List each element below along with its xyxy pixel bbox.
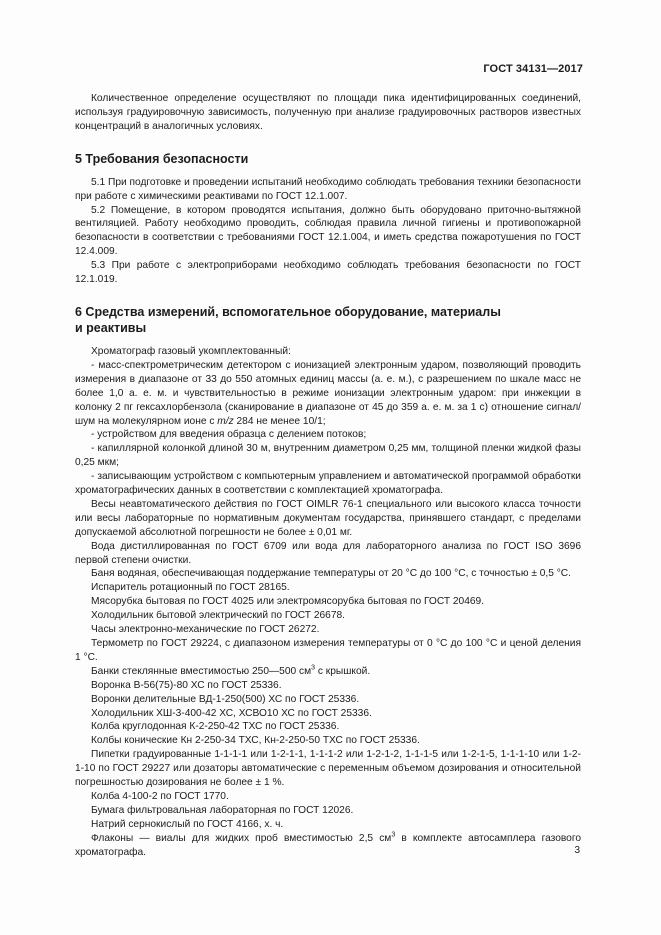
equipment-pipettes: Пипетки градуированные 1-1-1-1 или 1-2-1-1, 1-1-1-2 или 1-2-1-2, 1-1-1-5 или 1-2-1-5, 1-1-1-10 или 1-2-1-10 по ГОСТ 29227 или дозаторы автоматические с переменным объемом дозирования и относительной погрешностью дозирования не более ± 1 %. <box>75 749 581 789</box>
equipment-grinder: Мясорубка бытовая по ГОСТ 4025 или электромясорубка бытовая по ГОСТ 20469. <box>91 596 485 608</box>
jars-unit-exponent: 3 <box>311 664 316 672</box>
chromatograph-item-column: - капиллярной колонкой длиной 30 м, внутренним диаметром 0,25 мм, толщиной пленки жидкой фазы 0,25 мкм; <box>75 443 581 469</box>
chromatograph-item-recorder: - записывающим устройством с компьютерным управлением и автоматической программой обработки хроматографических данных в соответствии с комплектацией хроматографа. <box>75 471 581 497</box>
clause-5-2: 5.2 Помещение, в котором проводятся испытания, должно быть оборудовано приточно-вытяжной вентиляцией. Работу необходимо проводить, соблюдая правила личной гигиены и противопожарной безопасности в соответствии с требованиями ГОСТ 12.1.004, и иметь средства пожаротушения по ГОСТ 12.4.009. <box>75 204 581 258</box>
chromatograph-intro: Хроматограф газовый укомплектованный: <box>91 345 291 357</box>
section-6-title-line1: 6 Средства измерений, вспомогательное оборудование, материалы <box>75 304 501 319</box>
clause-5-3: 5.3 При работе с электроприборами необходимо соблюдать требования безопасности по ГОСТ 12.1.019. <box>75 260 581 286</box>
intro-paragraph: Количественное определение осуществляют по площади пика идентифицированных соединений, используя градуировочную зависимость, полученную при анализе градуировочных растворов известных концентраций в аналогичных условиях. <box>75 93 581 132</box>
equipment-bath: Баня водяная, обеспечивающая поддержание температуры от 20 °С до 100 °С, с точностью ± 0,5 °С. <box>91 568 571 580</box>
clause-5-1: 5.1 При подготовке и проведении испытаний необходимо соблюдать требования техники безопасности при работе с химическими реактивами по ГОСТ 12.1.007. <box>75 176 581 202</box>
equipment-fridge: Холодильник бытовой электрический по ГОСТ 26678. <box>91 610 345 622</box>
detector-text-end: 284 не менее 10/1; <box>233 415 326 427</box>
chromatograph-item-detector <box>75 359 581 429</box>
jars-text-end: с крышкой. <box>315 665 371 677</box>
section-6-title-line2: и реактивы <box>75 320 147 335</box>
equipment-water: Вода дистиллированная по ГОСТ 6709 или вода для лабораторного анализа по ГОСТ ISO 3696 первой степени очистки. <box>75 540 581 566</box>
section-5-title: 5 Требования безопасности <box>75 151 249 166</box>
page-content <box>75 92 581 860</box>
equipment-separatory-funnels: Воронки делительные ВД-1-250(500) ХС по ГОСТ 25336. <box>91 693 360 705</box>
vials-text: Флаконы — виалы для жидких проб вместимостью 2,5 см <box>91 832 392 844</box>
page-number: 3 <box>574 845 580 856</box>
equipment-filter-paper: Бумага фильтровальная лабораторная по ГОСТ 12026. <box>91 804 354 816</box>
equipment-evaporator: Испаритель ротационный по ГОСТ 28165. <box>91 582 290 594</box>
equipment-funnel: Воронка В-56(75)-80 ХС по ГОСТ 25336. <box>91 679 282 691</box>
equipment-flask-100: Колба 4-100-2 по ГОСТ 1770. <box>91 790 229 802</box>
equipment-vials <box>75 832 581 860</box>
equipment-clock: Часы электронно-механические по ГОСТ 26272. <box>91 624 320 636</box>
equipment-scales: Весы неавтоматического действия по ГОСТ OIMLR 76-1 специального или высокого класса точности или весы лабораторные по нормативным документам государства, принявшего стандарт, с пределами допускаемой абсолютной погрешности не более ± 0,01 мг. <box>75 498 581 538</box>
equipment-jars <box>75 665 581 679</box>
chromatograph-item-injector: - устройством для введения образца с делением потоков; <box>91 429 367 441</box>
equipment-sodium-sulfate: Натрий сернокислый по ГОСТ 4166, х. ч. <box>91 818 284 830</box>
equipment-condenser: Холодильник ХШ-3-400-42 ХС, ХСВО10 ХС по ГОСТ 25336. <box>91 707 372 719</box>
jars-text: Банки стеклянные вместимостью 250—500 см <box>91 665 312 677</box>
document-code-header: ГОСТ 34131—2017 <box>483 63 583 75</box>
equipment-round-flask: Колба круглодонная К-2-250-42 ТХС по ГОСТ 25336. <box>91 721 340 733</box>
equipment-conical-flasks: Колбы конические Кн 2-250-34 ТХС, Кн-2-250-50 ТХС по ГОСТ 25336. <box>91 735 420 747</box>
equipment-thermometer: Термометр по ГОСТ 29224, с диапазоном измерения температуры от 0 °С до 100 °С и ценой деления 1 °С. <box>75 638 581 663</box>
section-6-title <box>75 304 581 336</box>
vials-unit-exponent: 3 <box>391 831 396 839</box>
detector-text: - масс-спектрометрическим детектором с ионизацией электронным ударом, позволяющий проводить измерения в диапазоне от 33 до 550 атомных единиц массы (а. е. м.), с разрешением по шкале масс не более 1,0 а. е. м. и чувствительностью в режиме ионизации электронным ударом: при инжекции в колонку 2 пг гексахлорбензола (сканирование в диапазоне от 45 до 359 а. е. м. за 1 с) отношение сигнал/шум на молекулярном ионе с <box>75 359 581 427</box>
vials-text-end: в комплекте автосамплера газового хроматографа. <box>75 832 581 858</box>
mz-symbol: m/z <box>217 415 234 427</box>
